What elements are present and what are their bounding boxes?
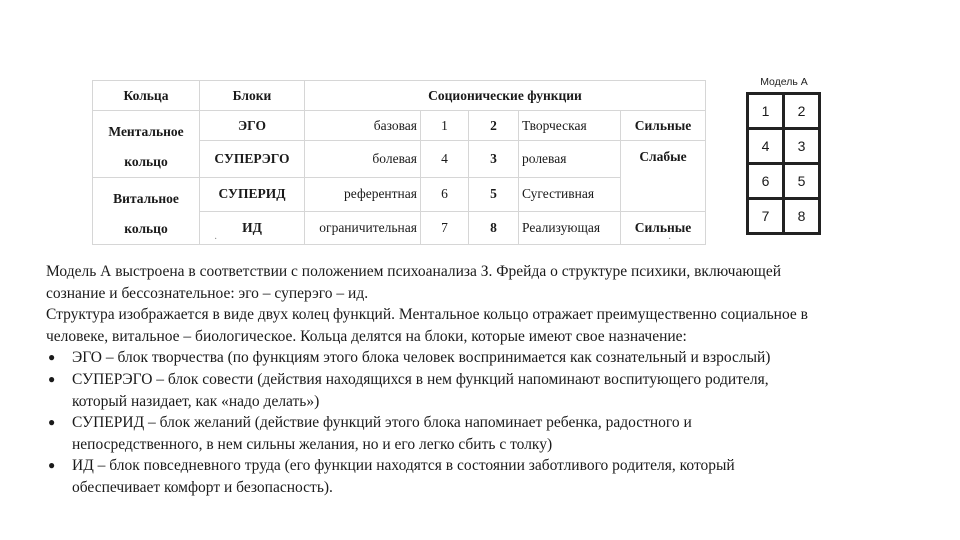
model-a-row bbox=[748, 164, 820, 199]
header-functions: Соционические функции bbox=[305, 81, 706, 111]
block-ego: ЭГО bbox=[200, 111, 305, 141]
list-item bbox=[46, 455, 926, 498]
ring-vital bbox=[93, 178, 200, 245]
bullet-icon: ● bbox=[48, 371, 56, 386]
strength-strong: Сильные bbox=[621, 111, 706, 141]
body-text bbox=[46, 261, 926, 499]
block-superid: СУПЕРИД bbox=[200, 178, 305, 212]
ring-mental-line1: Ментальное bbox=[108, 124, 184, 139]
list-item bbox=[46, 412, 926, 455]
ring-vital-line2: кольцо bbox=[124, 221, 168, 236]
func-name: Творческая bbox=[519, 111, 621, 141]
paragraph bbox=[46, 304, 926, 347]
model-a-cell: 3 bbox=[784, 129, 820, 164]
list-item-line: СУПЕРЭГО – блок совести (действия находящихся в нем функций напоминают воспитующего родителя, bbox=[72, 370, 769, 388]
list-item-line: непосредственного, в нем сильны желания, но и его легко сбить с толку) bbox=[72, 435, 553, 453]
paragraph bbox=[46, 261, 926, 304]
header-blocks: Блоки bbox=[200, 81, 305, 111]
table-header-row bbox=[93, 81, 706, 111]
block-id: ИД bbox=[200, 211, 305, 245]
func-number: 1 bbox=[421, 111, 469, 141]
ring-mental bbox=[93, 111, 200, 178]
paragraph-line: Модель А выстроена в соответствии с положением психоанализа З. Фрейда о структуре психики, включающей bbox=[46, 263, 782, 280]
bullet-icon: ● bbox=[48, 458, 56, 473]
strength-weak: Слабые bbox=[621, 141, 706, 212]
list-item-line: обеспечивает комфорт и безопасность). bbox=[72, 478, 333, 496]
list-item-line: ИД – блок повседневного труда (его функции находятся в состоянии заботливого родителя, который bbox=[72, 457, 735, 475]
block-list bbox=[46, 347, 926, 498]
block-superego: СУПЕРЭГО bbox=[200, 141, 305, 178]
model-a-row bbox=[748, 94, 820, 129]
model-a-grid bbox=[746, 92, 821, 235]
model-a-title: Модель А bbox=[760, 76, 808, 88]
table-row bbox=[93, 111, 706, 141]
model-a-cell: 1 bbox=[748, 94, 784, 129]
model-a-cell: 2 bbox=[784, 94, 820, 129]
stray-mark: · bbox=[668, 234, 672, 245]
func-name: Сугестивная bbox=[519, 178, 621, 212]
model-a-cell: 7 bbox=[748, 199, 784, 234]
model-a-cell: 4 bbox=[748, 129, 784, 164]
list-item-line: ЭГО – блок творчества (по функциям этого блока человек воспринимается как сознательный и взрослый) bbox=[72, 349, 771, 367]
func-number: 5 bbox=[469, 178, 519, 212]
bullet-icon: ● bbox=[48, 415, 56, 430]
list-item bbox=[46, 347, 926, 369]
func-name: базовая bbox=[305, 111, 421, 141]
bullet-icon: ● bbox=[48, 350, 56, 365]
model-a-diagram bbox=[746, 76, 822, 235]
func-number: 6 bbox=[421, 178, 469, 212]
func-name: ролевая bbox=[519, 141, 621, 178]
func-name: болевая bbox=[305, 141, 421, 178]
socionics-table bbox=[92, 80, 706, 245]
func-name: Реализующая bbox=[519, 211, 621, 245]
model-a-cell: 5 bbox=[784, 164, 820, 199]
func-number: 7 bbox=[421, 211, 469, 245]
func-number: 3 bbox=[469, 141, 519, 178]
list-item-line: который назидает, как «надо делать») bbox=[72, 392, 320, 410]
func-number: 4 bbox=[421, 141, 469, 178]
table-row bbox=[93, 178, 706, 212]
func-name: ограничительная bbox=[305, 211, 421, 245]
paragraph-line: сознание и бессознательное: эго – суперэго – ид. bbox=[46, 284, 369, 302]
list-item-line: СУПЕРИД – блок желаний (действие функций этого блока напоминает ребенка, радостного и bbox=[72, 414, 692, 432]
paragraph-line: человеке, витальное – биологическое. Кольца делятся на блоки, которые имеют свое назначение: bbox=[46, 327, 687, 345]
model-a-row bbox=[748, 199, 820, 234]
paragraph-line: Структура изображается в виде двух колец функций. Ментальное кольцо отражает преимущественно социальное в bbox=[46, 306, 808, 324]
func-number: 8 bbox=[469, 211, 519, 245]
func-number: 2 bbox=[469, 111, 519, 141]
header-rings: Кольца bbox=[93, 81, 200, 111]
strength-strong: Сильные bbox=[621, 211, 706, 245]
func-name: референтная bbox=[305, 178, 421, 212]
stray-mark: · bbox=[214, 234, 218, 245]
ring-mental-line2: кольцо bbox=[124, 154, 168, 169]
model-a-cell: 8 bbox=[784, 199, 820, 234]
ring-vital-line1: Витальное bbox=[113, 191, 179, 206]
model-a-row bbox=[748, 129, 820, 164]
list-item bbox=[46, 369, 926, 412]
model-a-cell: 6 bbox=[748, 164, 784, 199]
